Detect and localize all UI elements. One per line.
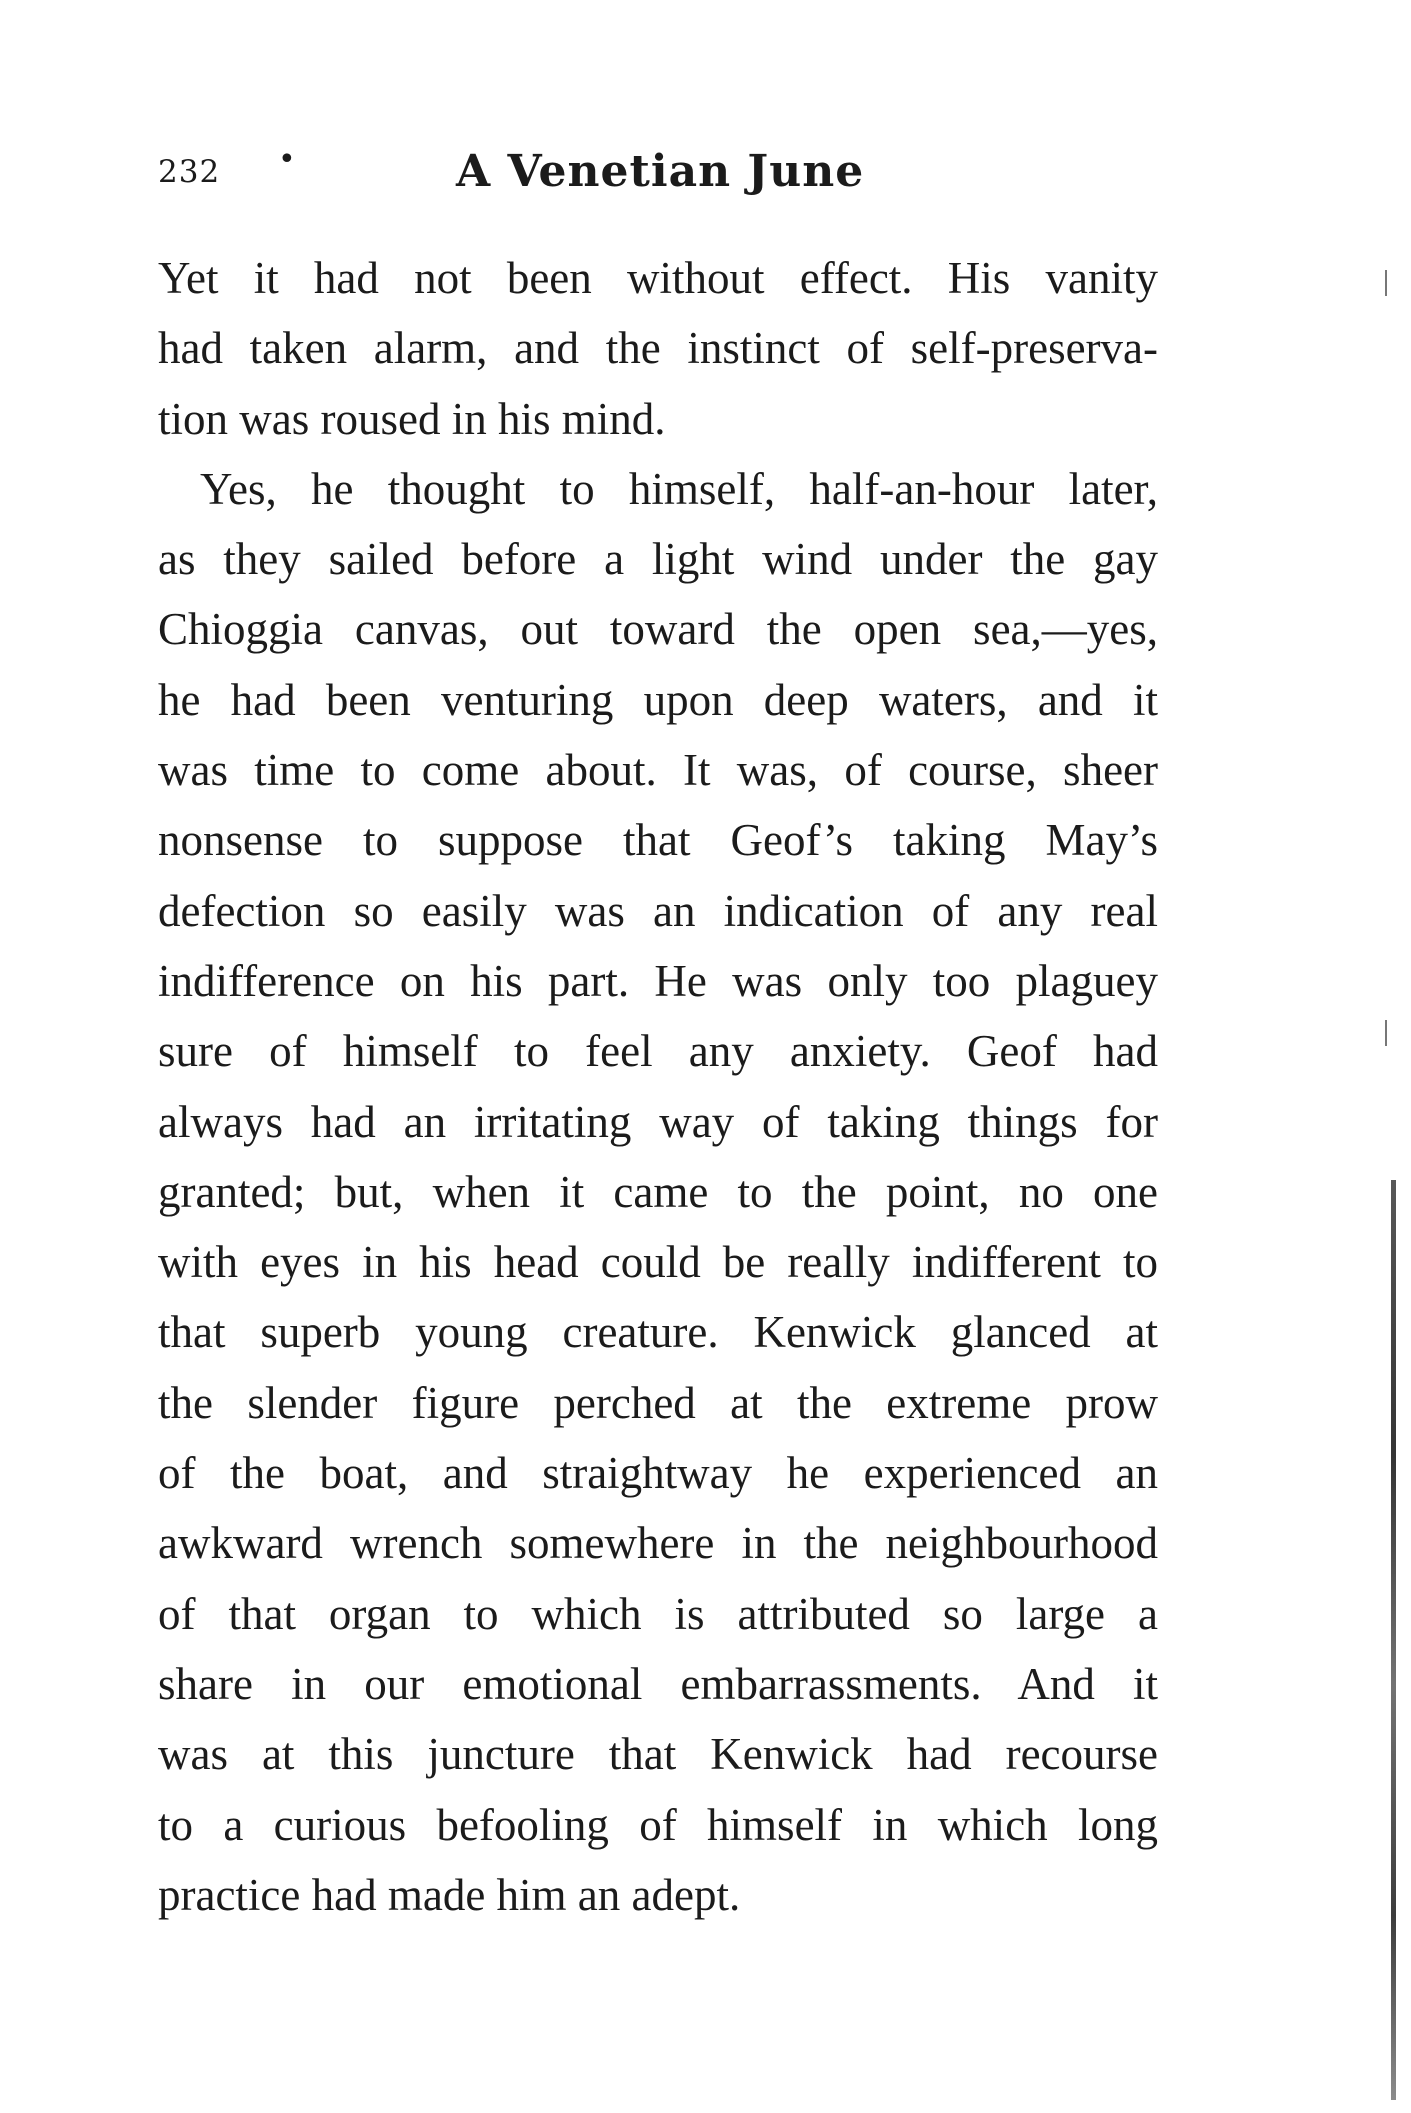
text-line: granted; but, when it came to the point, no one xyxy=(158,1166,1158,1217)
scan-edge-mark xyxy=(1385,1020,1387,1046)
text-line: that superb young creature. Kenwick glanced at xyxy=(158,1307,1158,1358)
text-line: Yes, he thought to himself, half-an-hour later, xyxy=(200,463,1158,514)
text-line: practice had made him an adept. xyxy=(158,1869,741,1920)
running-title: A Venetian June xyxy=(456,146,865,197)
text-line: the slender figure perched at the extreme prow xyxy=(158,1377,1158,1428)
body-text xyxy=(158,243,1158,1930)
text-line: defection so easily was an indication of any real xyxy=(158,885,1158,936)
text-line: Yet it had not been without effect. His vanity xyxy=(158,253,1158,303)
running-head xyxy=(158,142,1158,202)
text-line: as they sailed before a light wind under the gay xyxy=(158,534,1158,585)
scan-edge-mark xyxy=(1385,270,1387,296)
text-line: was time to come about. It was, of course, sheer xyxy=(158,745,1158,796)
text-line: nonsense to suppose that Geof’s taking May’s xyxy=(158,815,1158,866)
text-line: of the boat, and straightway he experienced an xyxy=(158,1448,1158,1499)
scan-binding-edge xyxy=(1391,1180,1396,2100)
text-line: was at this juncture that Kenwick had recourse xyxy=(158,1729,1158,1780)
text-line: Chioggia canvas, out toward the open sea,—yes, xyxy=(158,604,1158,655)
text-line: with eyes in his head could be really indifferent to xyxy=(158,1237,1158,1288)
text-line: he had been venturing upon deep waters, and it xyxy=(158,674,1158,725)
text-line: tion was roused in his mind. xyxy=(158,393,666,444)
text-line: indifference on his part. He was only too plaguey xyxy=(158,955,1158,1006)
text-line: of that organ to which is attributed so large a xyxy=(158,1588,1158,1639)
text-line: had taken alarm, and the instinct of self-preserva- xyxy=(158,323,1158,374)
text-line: always had an irritating way of taking things for xyxy=(158,1096,1158,1147)
text-line: sure of himself to feel any anxiety. Geof had xyxy=(158,1026,1158,1077)
header-dot: • xyxy=(278,142,296,177)
page-number: 232 xyxy=(158,154,221,190)
text-line: to a curious befooling of himself in which long xyxy=(158,1799,1158,1850)
text-line: awkward wrench somewhere in the neighbourhood xyxy=(158,1518,1158,1569)
text-line: share in our emotional embarrassments. And it xyxy=(158,1658,1158,1709)
